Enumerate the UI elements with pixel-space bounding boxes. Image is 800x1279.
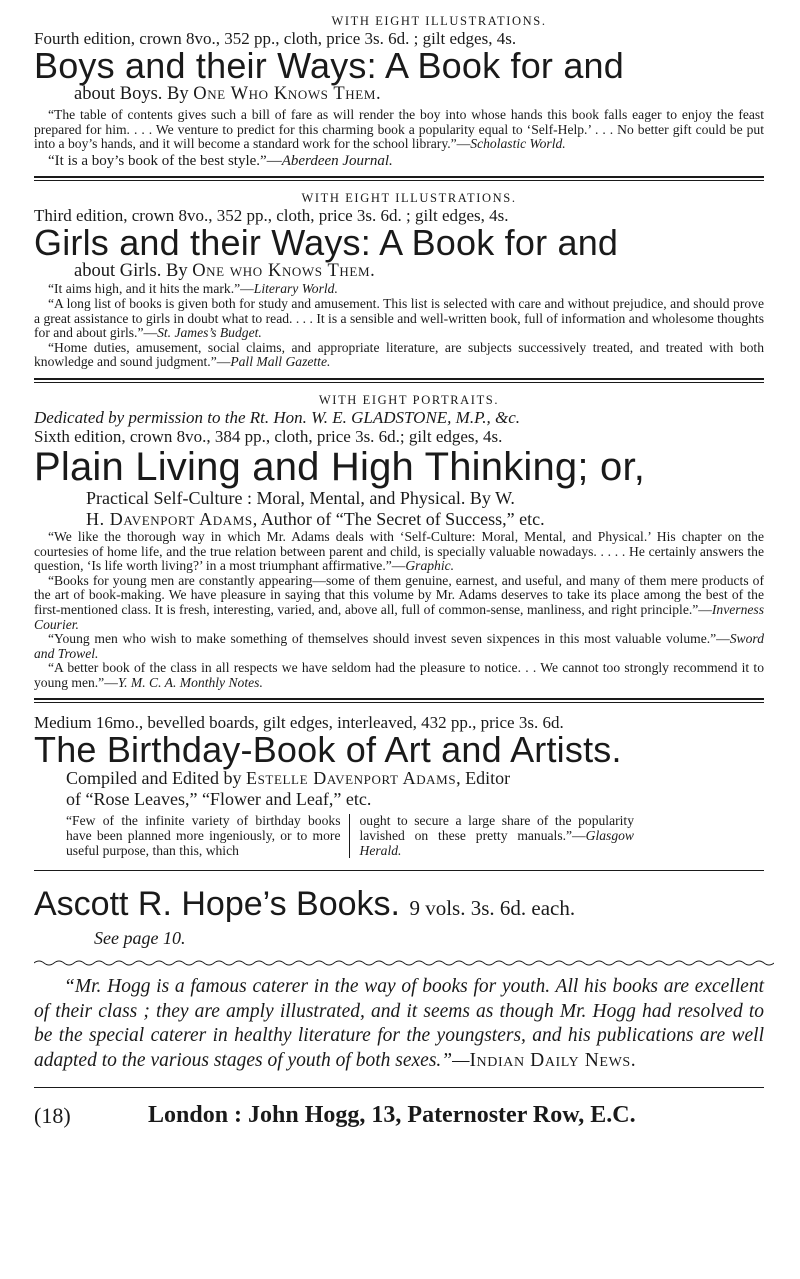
ascott-price: 9 vols. 3s. 6d. each.	[409, 896, 576, 921]
divider-4	[34, 870, 764, 871]
girls-author: One who Knows Them.	[192, 261, 376, 282]
girls-review-3-text: “Home duties, amusement, social claims, and appropriate literature, are subjects successively treated, and treated with both knowledge and sound judgment.”—	[34, 339, 764, 370]
boys-edition: Fourth edition, crown 8vo., 352 pp., cloth, price 3s. 6d. ; gilt edges, 4s.	[34, 29, 517, 48]
plain-subtitle-2-text: , Author of “The Secret of Success,” etc.	[252, 508, 545, 529]
birthday-review-right-text: ought to secure a large share of the popularity lavished on these pretty manuals.”—	[359, 813, 634, 844]
girls-title: Girls and their Ways: A Book for and	[34, 222, 619, 264]
plain-review-3-text: “Young men who wish to make something of themselves should invest seven sixpences in this most valuable volume.”—	[48, 631, 730, 647]
boys-byline	[74, 84, 764, 105]
plain-review-1-source: Graphic.	[405, 558, 455, 574]
girls-entry	[34, 191, 764, 370]
plain-dedication: Dedicated by permission to the Rt. Hon. W. E. GLADSTONE, M.P., &c.	[34, 407, 521, 427]
birthday-review	[66, 814, 634, 858]
ascott-title: Ascott R. Hope’s Books.	[34, 885, 400, 924]
ascott-see-page: See page 10.	[94, 928, 186, 949]
boys-caption: WITH EIGHT ILLUSTRATIONS.	[331, 14, 547, 28]
girls-review-1-source: Literary World.	[253, 281, 338, 297]
girls-byline-text: about Girls. By	[74, 261, 193, 282]
birthday-subtitle	[66, 768, 764, 789]
plain-edition: Sixth edition, crown 8vo., 384 pp., cloth, price 3s. 6d.; gilt edges, 4s.	[34, 426, 503, 446]
divider-1	[34, 176, 764, 181]
plain-author: H. Davenport Adams	[86, 508, 253, 529]
boys-byline-text: about Boys. By	[74, 84, 194, 104]
hogg-quote	[34, 975, 764, 1073]
plain-review-4	[34, 661, 764, 690]
girls-review-3-source: Pall Mall Gazette.	[230, 354, 331, 370]
boys-review-1-text: “The table of contents gives such a bill of fare as will render the boy into whose hands this book falls eager to enjoy the feast prepared for him. . . . We venture to predict for this charming book a popularity equal to ‘Self-Help.’ . . . No better gift could be put into a boy’s hands, and it will become a standard work for the school library.”—	[34, 107, 764, 152]
plain-review-2	[34, 574, 764, 632]
plain-subtitle: Practical Self-Culture : Moral, Mental, and Physical. By W.	[86, 487, 515, 508]
girls-review-3	[34, 341, 764, 370]
birthday-review-left: “Few of the infinite variety of birthday books have been planned more ingeniously, or to more useful purpose, than this, which	[66, 814, 350, 858]
boys-entry	[34, 14, 764, 169]
plain-review-4-text: “A better book of the class in all respects we have seldom had the pleasure to notice. . . We cannot too strongly recommend it to young men.”—	[34, 660, 764, 690]
birthday-review-source: Glasgow Herald.	[359, 828, 634, 858]
hogg-quote-body: “Mr. Hogg is a famous caterer in the way of books for youth. All his books are excellent of their class ; they are amply illustrated, and it seems as though Mr. Hogg had resolved to be the special caterer in healthy literature for the youngsters, and his publications are well adapted to the various stages of youth of both sexes.”—	[34, 976, 764, 1071]
plain-review-1	[34, 530, 764, 574]
boys-review-2	[34, 154, 764, 169]
ascott-title-line	[34, 885, 764, 927]
hogg-quote-text	[34, 975, 764, 1073]
boys-review-2-text: “It is a boy’s book of the best style.”—	[48, 152, 282, 169]
divider-3	[34, 698, 764, 703]
divider-2	[34, 378, 764, 383]
girls-review-2	[34, 297, 764, 341]
girls-caption: WITH EIGHT ILLUSTRATIONS.	[301, 191, 517, 206]
boys-review-1-source: Scholastic World.	[470, 136, 566, 152]
birthday-title: The Birthday-Book of Art and Artists.	[34, 729, 622, 771]
page-number: (18)	[34, 1102, 71, 1128]
girls-byline	[74, 261, 764, 282]
boys-review-1	[34, 108, 764, 152]
birthday-edition: Medium 16mo., bevelled boards, gilt edges, interleaved, 432 pp., price 3s. 6d.	[34, 713, 564, 733]
boys-review-2-source: Aberdeen Journal.	[281, 152, 393, 169]
girls-review-1-text: “It aims high, and it hits the mark.”—	[48, 281, 254, 297]
plain-review-1-text: “We like the thorough way in which Mr. Adams deals with ‘Self-Culture: Moral, Mental, and Physical.’ His chapter on the courtesies of home life, and the true relation between parent and child, is specially valuable nowadays. . . . . He certainly answers the question, ‘Is life worth living?’ in a most triumphant affirmative.”—	[34, 528, 764, 574]
plain-entry	[34, 392, 764, 691]
birthday-subtitle-2: of “Rose Leaves,” “Flower and Leaf,” etc.	[66, 789, 372, 810]
birthday-author: Estelle Davenport Adams	[245, 768, 457, 789]
plain-review-2-text: “Books for young men are constantly appearing—some of them genuine, earnest, and useful, and many of them mere products of the art of book-making. We have pleasure in saying that this volume by Mr. Adams deserves to take its place among the best of the first-mentioned class. It is fresh, interesting, varied, and, above all, full of common-sense, manliness, and right principle.”—	[34, 572, 764, 617]
footer	[34, 1102, 764, 1129]
girls-review-1	[34, 282, 764, 297]
plain-title: Plain Living and High Thinking; or,	[34, 444, 646, 489]
plain-review-3-source: Sword and Trowel.	[34, 631, 764, 661]
hogg-quote-source: Indian Daily News.	[469, 1049, 637, 1071]
divider-5	[34, 1087, 764, 1088]
girls-edition: Third edition, crown 8vo., 352 pp., cloth, price 3s. 6d. ; gilt edges, 4s.	[34, 206, 509, 226]
plain-review-3	[34, 632, 764, 661]
plain-review-4-source: Y. M. C. A. Monthly Notes.	[117, 674, 263, 690]
ascott-entry	[34, 885, 764, 949]
wavy-divider	[34, 959, 774, 967]
boys-title: Boys and their Ways: A Book for and	[34, 45, 624, 86]
girls-review-2-source: St. James’s Budget.	[157, 325, 262, 341]
publisher-imprint: London : John Hogg, 13, Paternoster Row, E.C.	[148, 1102, 636, 1129]
birthday-review-right	[360, 814, 635, 858]
birthday-entry	[34, 713, 764, 858]
plain-subtitle-2	[86, 509, 764, 530]
plain-caption: WITH EIGHT PORTRAITS.	[318, 392, 500, 407]
boys-author: One Who Knows Them.	[193, 84, 382, 104]
birthday-subtitle-end: , Editor	[456, 768, 511, 789]
girls-review-2-text: “A long list of books is given both for study and amusement. This list is selected with care and without prejudice, and should prove a great assistance to girls in doubt what to read. . . . It is a sensible and well-written book, full of information and wholesome thoughts for and about girls.”—	[34, 295, 764, 341]
plain-review-2-source: Inverness Courier.	[34, 601, 764, 632]
birthday-subtitle-text: Compiled and Edited by	[66, 768, 246, 789]
